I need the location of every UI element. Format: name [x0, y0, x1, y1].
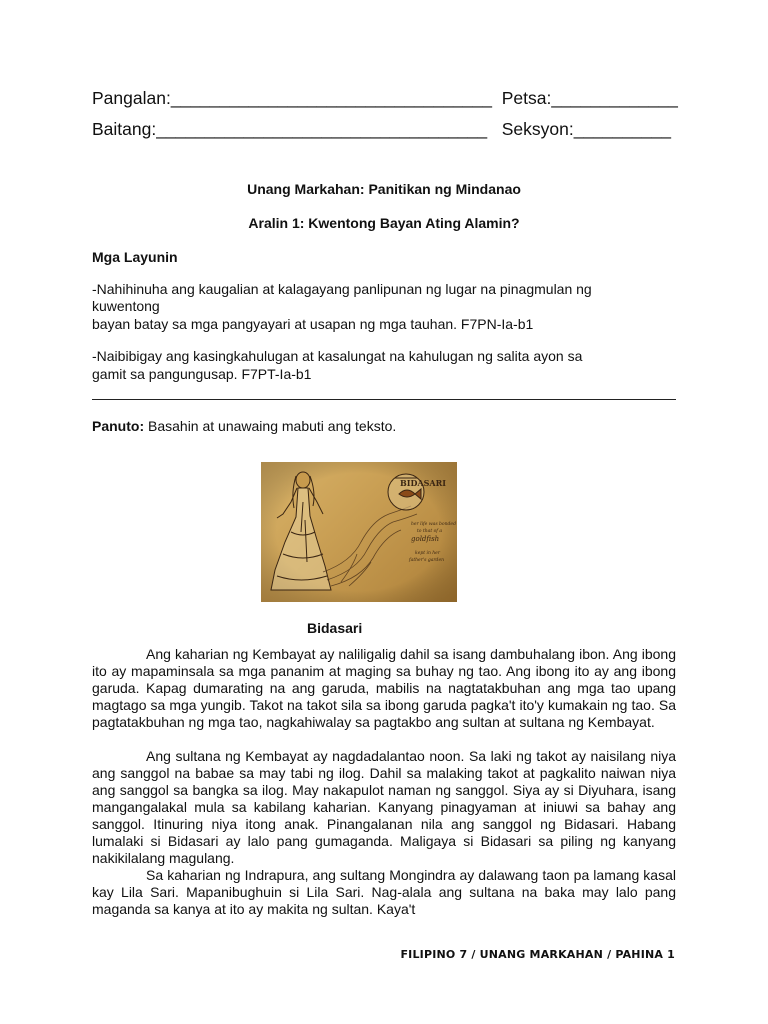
instruction-label: Panuto: — [92, 418, 145, 434]
instruction — [92, 418, 396, 435]
illustration-line-1: her life was bonded — [411, 522, 456, 527]
illustration-line-5: father's garden — [409, 558, 445, 563]
illustration-line-2: to that of a — [417, 529, 443, 534]
illustration-line-4: kept in her — [415, 551, 440, 556]
story-paragraph-3: Sa kaharian ng Indrapura, ang sultang Mongindra ay dalawang taon pa lamang kasal kay Lila Sari. Mapanibughuin si Lila Sari. Nag-alala ang sultana na baka may lalo pang maganda sa kanya at ito ay makita ng sultan. Kaya't — [92, 867, 676, 917]
illustration-title: BIDASARI — [400, 478, 447, 488]
objective-1-line-3: bayan batay sa mga pangyayari at usapan ng mga tauhan. F7PN-Ia-b1 — [92, 316, 534, 332]
bidasari-illustration-art — [261, 462, 457, 602]
objectives-heading: Mga Layunin — [92, 249, 178, 265]
objective-2-line-1: -Naibibigay ang kasingkahulugan at kasalungat na kahulugan ng salita ayon sa — [92, 348, 583, 364]
unit-title: Unang Markahan: Panitikan ng Mindanao — [247, 181, 521, 197]
grade-section-line: Baitang:__________________________________ Seksyon:__________ — [92, 119, 672, 139]
lesson-title: Aralin 1: Kwentong Bayan Ating Alamin? — [248, 215, 520, 231]
story-title: Bidasari — [307, 620, 363, 636]
name-date-line: Pangalan:_________________________________ Petsa:_____________ — [92, 88, 678, 108]
objective-2-line-2: gamit sa pangungusap. F7PT-Ia-b1 — [92, 366, 312, 382]
divider-line — [92, 399, 676, 400]
story-paragraph-2: Ang sultana ng Kembayat ay nagdadalantao noon. Sa laki ng takot ay naisilang niya ang sanggol na babae sa may tabi ng ilog. Dahil sa malaking takot at pagkalito naiwan niya ang sanggol sa bangka sa ilog. May nakapulot naman ng sanggol. Siya ay si Diyuhara, isang mangangalakal mula sa kabilang kaharian. Kanyang pinagyaman at iniuwi sa bahay ang sanggol. Itinuring niya itong anak. Pinangalanan nila ang sanggol ng Bidasari. Habang lumalaki si Bidasari ay lalo pang gumaganda. Maligaya si Bidasari sa piling ng kanyang nakikilalang magulang. — [92, 748, 676, 866]
story-paragraph-1: Ang kaharian ng Kembayat ay naliligalig dahil sa isang dambuhalang ibon. Ang ibong ito ay mapaminsala sa mga pananim at maging sa buhay ng tao. Ang ibong ito ay ang ibong garuda. Kapag dumarating na ang garuda, mabilis na nagtatakbuhan ang mga tao upang magtago sa mga yungib. Takot na takot sila sa ibong garuda pagka't ito'y kumakain ng tao. Sa pagtatakbuhan ng mga tao, nagkahiwalay sa pagtakbo ang sultan at sultana ng Kembayat. — [92, 646, 676, 730]
instruction-text: Basahin at unawaing mabuti ang teksto. — [144, 418, 397, 434]
objective-1-line-2: kuwentong — [92, 298, 160, 314]
illustration-line-3: goldfish — [411, 535, 440, 543]
bidasari-illustration — [261, 462, 457, 602]
page-footer: FILIPINO 7 / UNANG MARKAHAN / PAHINA 1 — [400, 948, 675, 961]
objective-1-line-1: -Nahihinuha ang kaugalian at kalagayang panlipunan ng lugar na pinagmulan ng — [92, 281, 592, 297]
